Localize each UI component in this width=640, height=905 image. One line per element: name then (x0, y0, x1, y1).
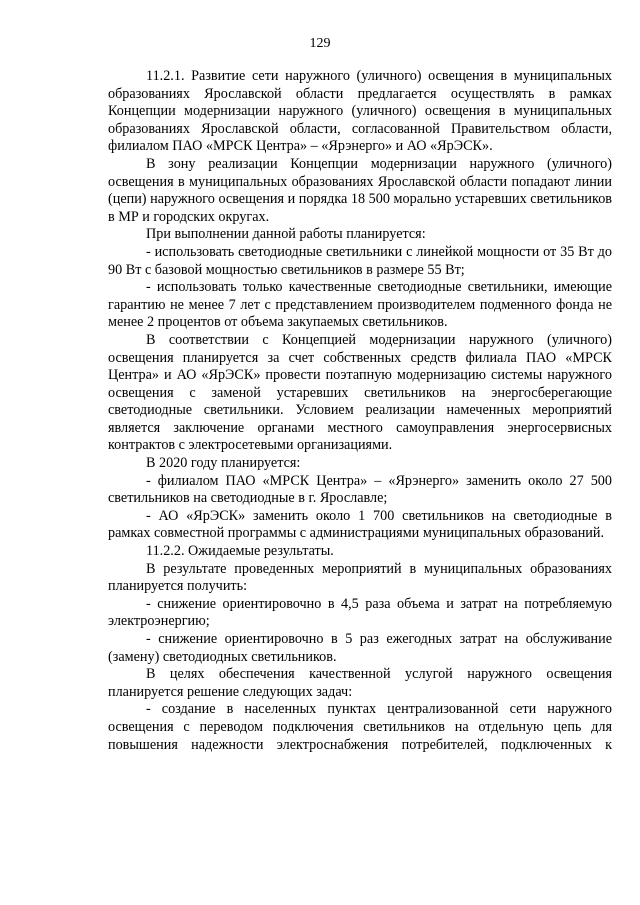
list-item-quality-warranty: - использовать только качественные светодиодные светильники, имеющие гарантию не менее 7 лет с представлением производителем подменного фонда не менее 2 процентов от объема закупаемых светильников. (108, 279, 612, 331)
page-number: 129 (309, 36, 331, 51)
list-item-maintenance-reduction: - снижение ориентировочно в 5 раз ежегодных затрат на обслуживание (замену) светодиодных светильников. (108, 631, 612, 665)
paragraph-concept-zone: В зону реализации Концепции модернизации наружного (уличного) освещения в муниципальных образованиях Ярославской области попадают линии (цепи) наружного освещения и порядка 18 500 морально устаревших светильников в МР и городских округах. (108, 155, 612, 225)
list-item-yaresk-replacement: - АО «ЯрЭСК» заменить около 1 700 светильников на светодиодные в рамках совместной программы с администрациями муниципальных образований. (108, 507, 612, 542)
paragraph-concept-modernization: В соответствии с Концепцией модернизации наружного (уличного) освещения планируется за счет собственных средств филиала ПАО «МРСК Центра» и АО «ЯрЭСК» провести поэтапную модернизацию системы наружного освещения с заменой устаревших светильников на энергосберегающие светодиодные светильники. Условием реализации намеченных мероприятий является заключение органами местного самоуправления энергосервисных контрактов с электросетевыми организациями. (108, 331, 612, 454)
paragraph-results-intro: В результате проведенных мероприятий в муниципальных образованиях планируется получить: (108, 560, 612, 595)
heading-11-2-2: 11.2.2. Ожидаемые результаты. (146, 543, 334, 560)
list-item-led-power: - использовать светодиодные светильники с линейкой мощности от 35 Вт до 90 Вт с базовой мощностью светильников в размере 55 Вт; (108, 243, 612, 278)
paragraph-planned-intro: При выполнении данной работы планируется: (146, 226, 426, 243)
paragraph-2020-plan: В 2020 году планируется: (146, 455, 301, 472)
paragraph-11-2-1: 11.2.1. Развитие сети наружного (уличного) освещения в муниципальных образованиях Ярославской области предлагается осуществлять в рамках Концепции модернизации наружного (уличного) освещения в муниципальных образованиях Ярославской области, согласованной Правительством области, филиалом ПАО «МРСК Центра» – «Ярэнерго» и АО «ЯрЭСК». (108, 68, 612, 155)
list-item-mrsk-replacement: - филиалом ПАО «МРСК Центра» – «Ярэнерго» заменить около 27 500 светильников на светодиодные в г. Ярославле; (108, 472, 612, 507)
list-item-centralized-network: - создание в населенных пунктах централизованной сети наружного освещения с переводом подключения светильников на отдельную цепь для повышения надежности электроснабжения потребителей, подключенных к (108, 701, 612, 753)
document-body (108, 68, 612, 754)
paragraph-tasks-intro: В целях обеспечения качественной услугой наружного освещения планируется решение следующих задач: (108, 666, 612, 700)
list-item-energy-reduction: - снижение ориентировочно в 4,5 раза объема и затрат на потребляемую электроэнергию; (108, 595, 612, 630)
